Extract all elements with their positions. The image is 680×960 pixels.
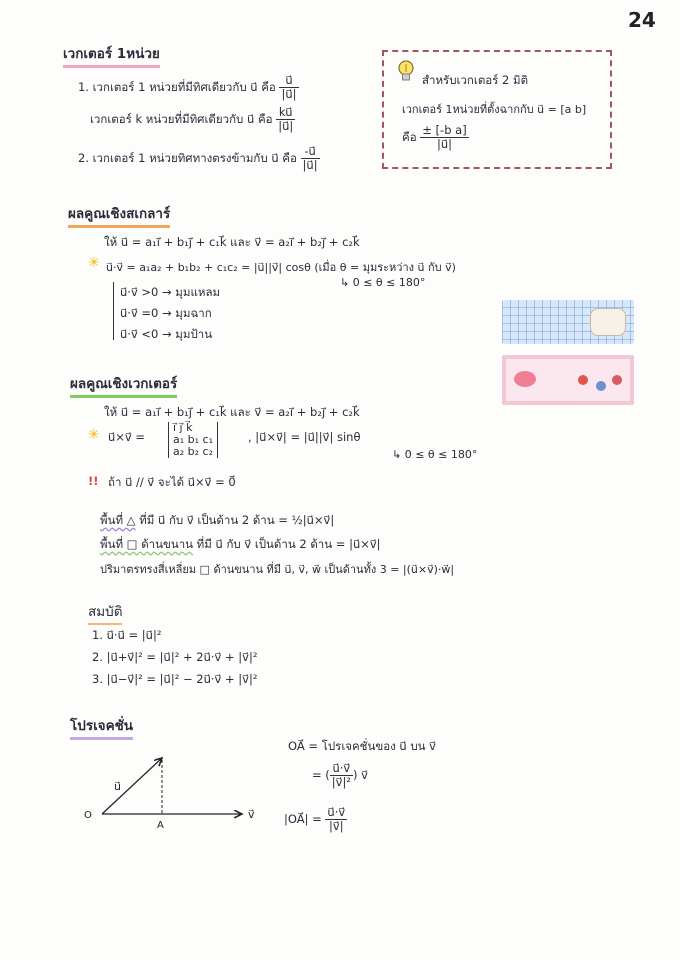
area-parallelogram-label: พื้นที่ □ ด้านขนาน <box>100 537 194 551</box>
gingham-tape-sticker <box>502 300 634 344</box>
area-parallelogram-rest: ที่มี u⃗ กับ v⃗ เป็นด้าน 2 ด้าน = |u⃗×v⃗| <box>193 537 381 551</box>
projection-magnitude <box>284 806 347 833</box>
note-box-line-2 <box>402 124 469 151</box>
matrix-row-2: a₁ b₁ c₁ <box>173 433 213 446</box>
cross-range: ↳ 0 ≤ θ ≤ 180° <box>392 448 478 461</box>
cat-sticker <box>514 371 536 387</box>
note-box-prefix: คือ <box>402 130 417 144</box>
vector-u-label: u⃗ <box>114 780 121 793</box>
projection-fraction: $\frac{u⃗\cdot v⃗}{\text{|v⃗|²}}$ <box>331 761 351 789</box>
gift-sticker <box>596 381 606 391</box>
parallelepiped-volume: ปริมาตรทรงสี่เหลี่ยม □ ด้านขนาน ที่มี u⃗, v⃗, w⃗ เป็นด้านทั้ง 3 = |(u⃗×v⃗)·w⃗| <box>100 563 455 576</box>
point-o-label: O <box>84 810 92 821</box>
area-parallelogram <box>100 536 381 554</box>
cupcake-sticker <box>612 375 622 385</box>
unit-vector-line-3 <box>78 145 320 172</box>
property-2: 2. |u⃗+v⃗|² = |u⃗|² + 2u⃗·v⃗ + |v⃗|² <box>92 650 258 664</box>
unit-vector-fraction-2: $\frac{ku⃗}{|u⃗|}$ <box>278 105 294 133</box>
case-bracket <box>113 282 114 340</box>
cross-magnitude: , |u⃗×v⃗| = |u⃗||v⃗| sinθ <box>248 430 361 444</box>
lightbulb-icon <box>397 58 415 86</box>
scalar-case-1: u⃗·v⃗ >0 → มุมแหลม <box>120 285 221 299</box>
scalar-case-3: u⃗·v⃗ <0 → มุมป้าน <box>120 327 213 341</box>
area-triangle <box>100 512 334 530</box>
vector-u-arrow <box>102 758 162 814</box>
area-triangle-rest: ที่มี u⃗ กับ v⃗ เป็นด้าน 2 ด้าน = ½|u⃗×v⃗| <box>135 513 335 527</box>
teddy-cart-sticker <box>590 308 626 336</box>
unit-vector-line-2-text: เวกเตอร์ k หน่วยที่มีทิศเดียวกับ u⃗ คือ <box>90 112 273 126</box>
page-number: 24 <box>628 8 656 32</box>
property-1: 1. u⃗·u⃗ = |u⃗|² <box>92 628 162 642</box>
projection-magnitude-fraction: $\frac{u⃗\cdot v⃗}{|v⃗|}$ <box>327 805 346 833</box>
projection-magnitude-prefix: |OA⃗| = <box>284 812 322 826</box>
parallel-rule: ถ้า u⃗ // v⃗ จะได้ u⃗×v⃗ = 0⃗ <box>108 475 236 489</box>
scalar-given: ให้ u⃗ = a₁i⃗ + b₁j⃗ + c₁k⃗ และ v⃗ = a₂i⃗ + b₂j⃗ + c₂k⃗ <box>104 235 360 249</box>
vector-product-heading: ผลคูณเชิงเวกเตอร์ <box>70 372 177 398</box>
properties-heading: สมบัติ <box>88 600 122 625</box>
star-icon: ✳ <box>88 427 100 443</box>
unit-vector-fraction-1: $\frac{u⃗}{|u⃗|}$ <box>281 73 297 101</box>
area-triangle-label: พื้นที่ △ <box>100 513 136 527</box>
vector-given: ให้ u⃗ = a₁i⃗ + b₁j⃗ + c₁k⃗ และ v⃗ = a₂i⃗ + b₂j⃗ + c₂k⃗ <box>104 405 360 419</box>
property-3: 3. |u⃗−v⃗|² = |u⃗|² − 2u⃗·v⃗ + |v⃗|² <box>92 672 258 686</box>
projection-formula-suffix: ) v⃗ <box>352 768 368 782</box>
scalar-range: ↳ 0 ≤ θ ≤ 180° <box>340 276 426 289</box>
scalar-case-2: u⃗·v⃗ =0 → มุมฉาก <box>120 306 212 320</box>
unit-vector-fraction-3: $\frac{-u⃗}{|u⃗|}$ <box>302 144 318 172</box>
matrix-row-3: a₂ b₂ c₂ <box>173 445 213 458</box>
projection-formula-prefix: = ( <box>312 768 330 782</box>
point-a-label: A <box>157 820 164 831</box>
parallel-mark: !! <box>88 474 99 488</box>
unit-vector-line-3-text: 2. เวกเตอร์ 1 หน่วยทิศทางตรงข้ามกับ u⃗ คือ <box>78 151 297 165</box>
matrix-row-1: i⃗ j⃗ k⃗ <box>173 421 193 434</box>
note-box-title: สำหรับเวกเตอร์ 2 มิติ <box>422 73 529 87</box>
unit-vector-heading: เวกเตอร์ 1หน่วย <box>63 42 160 68</box>
star-icon: ✳ <box>88 255 100 271</box>
vector-v-label: v⃗ <box>248 808 255 821</box>
note-box-fraction: $\frac{\text{± [-b a]}}{|u⃗|}$ <box>422 123 467 151</box>
determinant-matrix <box>168 422 218 458</box>
scalar-formula: u⃗·v⃗ = a₁a₂ + b₁b₂ + c₁c₂ = |u⃗||v⃗| cosθ (เมื่อ θ = มุมระหว่าง u⃗ กับ v⃗) <box>106 261 456 274</box>
note-box-line-1: เวกเตอร์ 1หน่วยที่ตั้งฉากกับ u⃗ = [a b] <box>402 103 587 116</box>
unit-vector-line-1 <box>78 74 299 101</box>
projection-heading: โปรเจคชั่น <box>70 714 133 740</box>
scalar-product-heading: ผลคูณเชิงสเกลาร์ <box>68 202 170 228</box>
unit-vector-line-2 <box>90 106 295 133</box>
projection-diagram <box>80 748 280 833</box>
unit-vector-line-1-text: 1. เวกเตอร์ 1 หน่วยที่มีทิศเดียวกับ u⃗ คือ <box>78 80 276 94</box>
cake-sticker <box>578 375 588 385</box>
projection-definition: OA⃗ = โปรเจคชั่นของ u⃗ บน v⃗ <box>288 739 436 753</box>
projection-formula <box>312 762 368 789</box>
cross-prefix: u⃗×v⃗ = <box>108 430 146 444</box>
pink-tape-sticker <box>502 355 634 405</box>
